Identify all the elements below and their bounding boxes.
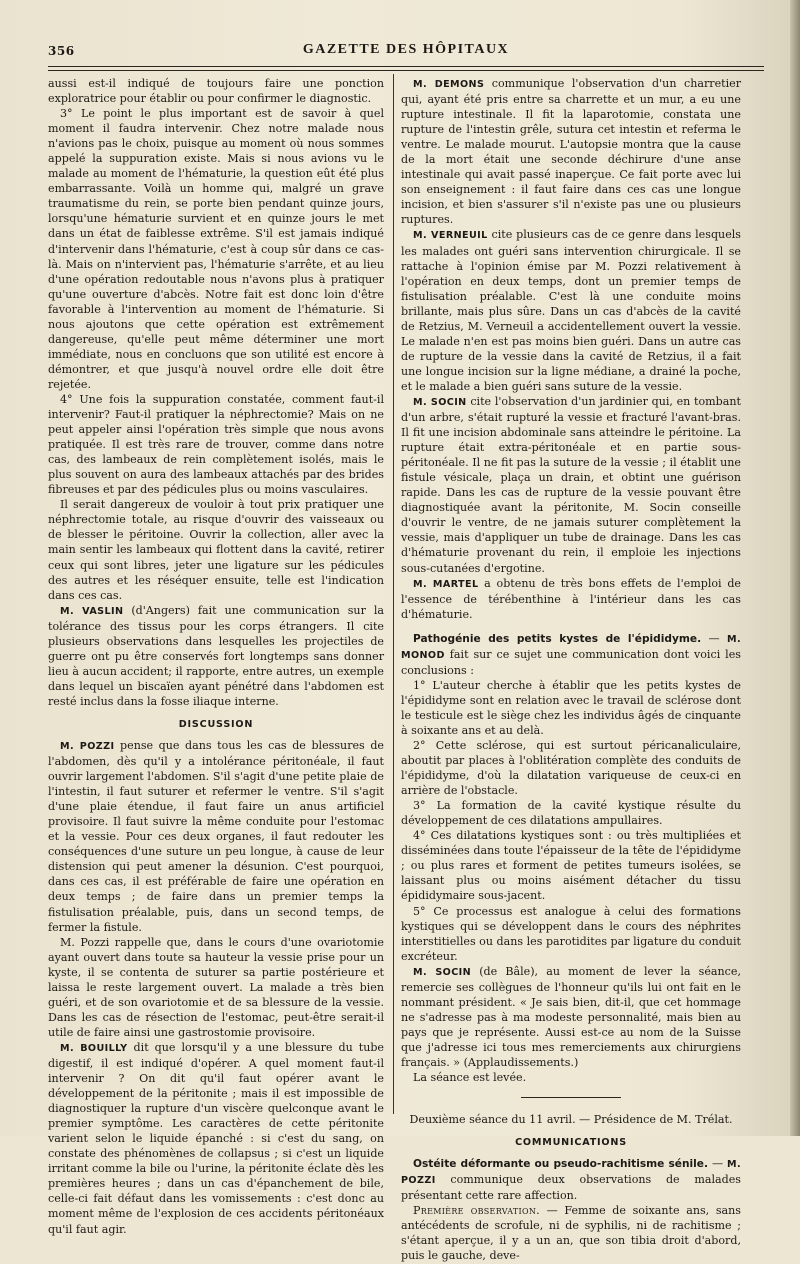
observation-label: Première observation. xyxy=(413,1204,540,1218)
session-line: Deuxième séance du 11 avril. — Présidence de M. Trélat. xyxy=(409,1113,733,1127)
conclusion-item: 4° Ces dilatations kystiques sont : ou très multipliées et disséminées dans toute l'épaisseur de la tête de l'épididyme ; ou plus rares et forment de petites tumeurs isolées, se laissant plus ou moins aisément détacher du tissu épididymaire sous-jacent. xyxy=(401,829,741,903)
paragraph-pozzi xyxy=(48,738,384,935)
paragraph: 4° Une fois la suppuration constatée, comment faut-il intervenir? Faut-il pratiquer la néphrectomie? Mais on ne peut appeler ainsi l'opération très simple que nous avons pratiquée. Il est très rare de trouver, comme dans notre cas, des lambeaux de rein complètement isolés, mais le plus souvent on aura des lambeaux attachés par des brides fibreuses et par des pédicules plus ou moins vasculaires. xyxy=(48,392,384,497)
paragraph-text: communique l'observation d'un charretier qui, ayant été pris entre sa charrette et un mur, a eu une rupture intestinale. Il fit la laparotomie, constata une rupture de l'intestin grêle, sutura cet intestin et referma le ventre. Le malade mourut. L'autopsie montra que la cause de la mort était une seconde déchirure d'une anse intestinale qui avait passé inaperçue. Ce fait porte avec lui son enseignement : il faut faire dans ces cas une longue incision, et bien s'assurer s'il n'existe pas une ou plusieurs ruptures. xyxy=(401,77,742,227)
paragraph-text: communique deux observations de malades présentant cette rare affection. xyxy=(401,1173,741,1203)
paragraph-verneuil xyxy=(401,227,741,394)
paragraph-demons xyxy=(401,76,741,227)
speaker-name: M. SOCIN xyxy=(413,966,472,978)
speaker-name: M. VASLIN xyxy=(60,605,124,617)
separator-rule xyxy=(521,1097,621,1098)
paragraph-socin-closing xyxy=(401,964,741,1070)
speaker-name: M. MARTEL xyxy=(413,578,479,590)
header-rule xyxy=(48,66,764,67)
conclusion-item: 5° Ce processus est analogue à celui des formations kystiques qui se développent dans le cours des néphrites interstitielles ou dans les parotidites par ligature du conduit excréteur. xyxy=(401,904,741,963)
section-heading-communications: COMMUNICATIONS xyxy=(515,1137,627,1149)
paragraph-observation xyxy=(401,1203,741,1263)
paragraph-text: cite l'observation d'un jardinier qui, en tombant d'un arbre, s'était rupturé la vessie et fracturé l'avant-bras. Il fit une incision abdominale sans atteindre le péritoine. La rupture était extra-péritonéale et en partie sous-péritonéale. Il ne fit pas la suture de la vessie ; il établit une fistule vésicale, plaça un drain, et obtint une guérison rapide. Dans les cas de rupture de la vessie pouvant être diagnostiquée avant la péritonite, M. Socin conseille d'ouvrir le ventre, de ne jamais suturer complètement la vessie, mais d'appliquer un tube de drainage. Dans les cas d'hématurie provenant du rein, il emploie les injections sous-cutanées d'ergotine. xyxy=(401,394,742,575)
paragraph: Il serait dangereux de vouloir à tout prix pratiquer une néphrectomie totale, au risque d'ouvrir des vaisseaux ou de blesser le péritoine. Ouvrir la collection, aller avec la main sentir les lambeaux qui flottent dans la cavité, retirer ceux qui sont libres, jeter une ligature sur les pédicules des autres et les réséquer ensuite, telle est l'indication dans ces cas. xyxy=(48,498,384,602)
conclusion-item: 1° L'auteur cherche à établir que les petits kystes de l'épididyme sont en relation avec le travail de sclérose dont le testicule est le siège chez les individus âgés de cinquante à soixante ans et au delà. xyxy=(401,678,741,737)
speaker-name: M. VERNEUIL xyxy=(413,230,488,242)
page-header xyxy=(48,40,764,64)
article-heading: Ostéite déformante ou pseudo-rachitisme sénile. xyxy=(413,1158,708,1171)
speaker-name: M. SOCIN xyxy=(413,396,467,408)
paragraph-text: dit que lorsqu'il y a une blessure du tube digestif, il est indiqué d'opérer. A quel moment faut-il intervenir ? On dit qu'il faut opérer avant le développement de la péritonite ; mais il est impossible de diagnostiquer la rupture d'un viscère quelconque avant le premier symptôme. Les caractères de cette péritonite varient selon le liquide épanché : si c'est du sang, on constate des phénomènes de collapsus ; si c'est un liquide irritant comme la bile ou l'urine, la péritonite éclate dès les premières heures ; dans un cas d'épanchement de bile, celle-ci fait défaut dans les vomissements : c'est donc au moment même de l'explosion de ces accidents péritonéaux qu'il faut agir. xyxy=(48,1040,385,1236)
speaker-name: M. DEMONS xyxy=(413,79,485,90)
heading-dash: — xyxy=(708,1157,727,1171)
paragraph-osteite xyxy=(401,1156,741,1203)
speaker-name: M. POZZI xyxy=(60,741,115,753)
paragraph: aussi est-il indiqué de toujours faire une ponction exploratrice pour établir ou pour confirmer le diagnostic. xyxy=(48,77,384,106)
paragraph-text: — Femme de soixante ans, sans antécédents de scrofule, ni de syphilis, ni de rachitisme ; s'étant aperçue, il y a un an, que son tibia droit d'abord, puis le gauche, deve- xyxy=(401,1204,741,1263)
left-column xyxy=(48,76,384,1237)
column-divider xyxy=(393,74,394,1114)
paragraph-martel xyxy=(401,576,741,622)
page-edge xyxy=(790,0,800,1136)
paragraph-socin xyxy=(401,394,741,576)
paragraph-text: (d'Angers) fait une communication sur la tolérance des tissus pour les corps étrangers. Il cite plusieurs observations dans lesquelles les projectiles de guerre ont pu être conservés fort longtemps sans donner lieu à aucun accident; il rapporte, entre autres, un exemple dans lequel un biscaïen ayant pénétré dans l'abdomen est resté inclus dans la fosse iliaque interne. xyxy=(48,603,384,708)
seance-levee: La séance est levée. xyxy=(413,1071,527,1085)
section-heading-discussion: DISCUSSION xyxy=(178,718,254,730)
page-number: 356 xyxy=(48,44,75,58)
paragraph: M. Pozzi rappelle que, dans le cours d'une ovariotomie ayant ouvert dans toute sa hauteur la vessie prise pour un kyste, il se contenta de suturer sa partie postérieure et laissa le reste largement ouvert. La malade a très bien guéri, et de son ovariotomie et de sa blessure de la vessie. Dans les cas de résection de l'estomac, peut-être serait-il utile de faire ainsi une gastrostomie provisoire. xyxy=(48,935,384,1039)
header-rule-thin xyxy=(48,70,764,71)
paragraph-text: (de Bâle), au moment de lever la séance, remercie ses collègues de l'honneur qu'ils lui ont fait en le nommant président. « Je sais bien, dit-il, que cet hommage ne s'adresse pas à ma modeste personnalité, mais bien au pays que je représente. Aussi est-ce au nom de la Suisse que j'adresse ici tous mes remerciements aux chirurgiens français. » (Applaudissements.) xyxy=(401,964,741,1069)
paragraph-text: a obtenu de très bons effets de l'emploi de l'essence de térébenthine à l'intérieur dans les cas d'hématurie. xyxy=(401,576,741,621)
paragraph-text: cite plusieurs cas de ce genre dans lesquels les malades ont guéri sans intervention chirurgicale. Il se rattache à l'opinion émise par M. Pozzi relativement à l'opération en deux temps, dont un premier temps de fistulisation préalable. C'est là une conduite moins brillante, mais plus sûre. Dans un cas d'abcès de la cavité de Retzius, M. Verneuil a accidentellement ouvert la vessie. Le malade n'en est pas moins bien guéri. Dans un autre cas de rupture de la vessie dans la cavité de Retzius, il a fait une longue incision sur la ligne médiane, a drainé la poche, et le malade a bien guéri sans suture de la vessie. xyxy=(401,228,741,393)
article-heading: Pathogénie des petits kystes de l'épididyme. xyxy=(413,632,702,645)
paragraph-text: pense que dans tous les cas de blessures de l'abdomen, dès qu'il y a intolérance péritonéale, il faut ouvrir largement l'abdomen. S'il s'agit d'une petite plaie de l'intestin, il faut suturer et refermer le ventre. S'il s'agit d'une plaie étendue, il faut faire un anus artificiel provisoire. Il faut suivre la même conduite pour l'estomac et la vessie. Pour ces deux organes, il faut redouter les conséquences d'une suture un peu longue, à cause de leur distension qui peut amener la désunion. C'est pourquoi, dans ces cas, il est préférable de faire une opération en deux temps ; de faire dans un premier temps la fistulisation préalable, puis, dans un second temps, de fermer la fistule. xyxy=(48,739,384,934)
speaker-name: M. MONOD xyxy=(401,633,741,661)
right-column xyxy=(401,76,741,1264)
speaker-name: M. BOUILLY xyxy=(60,1042,128,1054)
journal-title: GAZETTE DES HÔPITAUX xyxy=(302,42,510,57)
paragraph-text: fait sur ce sujet une communication dont voici les conclusions : xyxy=(401,647,741,677)
paragraph-bouilly xyxy=(48,1040,384,1237)
conclusion-item: 3° La formation de la cavité kystique résulte du développement de ces dilatations ampullaires. xyxy=(401,799,741,828)
paragraph-pathogenie xyxy=(401,631,741,678)
paragraph-vaslin xyxy=(48,603,384,709)
heading-dash: — xyxy=(701,631,727,645)
speaker-name: M. POZZI xyxy=(401,1159,741,1187)
conclusion-item: 2° Cette sclérose, qui est surtout péricanaliculaire, aboutit par places à l'oblitération complète des conduits de l'épididyme, d'où la dilatation variqueuse de ceux-ci en arrière de l'obstacle. xyxy=(401,739,741,798)
paragraph: 3° Le point le plus important est de savoir à quel moment il faudra intervenir. Chez notre malade nous n'avions pas le choix, puisque au moment où nous sommes appelé la suppuration existe. Mais si nous avions vu le malade au moment de l'hématurie, la question eût été plus embarrassante. Voilà un homme qui, malgré un grave traumatisme du rein, se porte bien pendant quinze jours, lorsqu'une hématurie survient et en quinze jours le met dans un état de faiblesse extrême. S'il est jamais indiqué d'intervenir dans l'hématurie, c'est à coup sûr dans ce cas-là. Mais on n'intervient pas, l'hématurie s'arrête, et au lieu d'une opération redoutable nous n'avons plus à pratiquer qu'une ouverture d'abcès. Notre fait est donc loin d'être favorable à l'intervention au moment de l'hématurie. Si nous ajoutons que cette opération est extrêmement dangereuse, qu'elle peut même déterminer une mort immédiate, nous en concluons que son utilité est encore à démontrer, et que jusqu'à nouvel ordre elle doit être rejetée. xyxy=(48,107,384,391)
